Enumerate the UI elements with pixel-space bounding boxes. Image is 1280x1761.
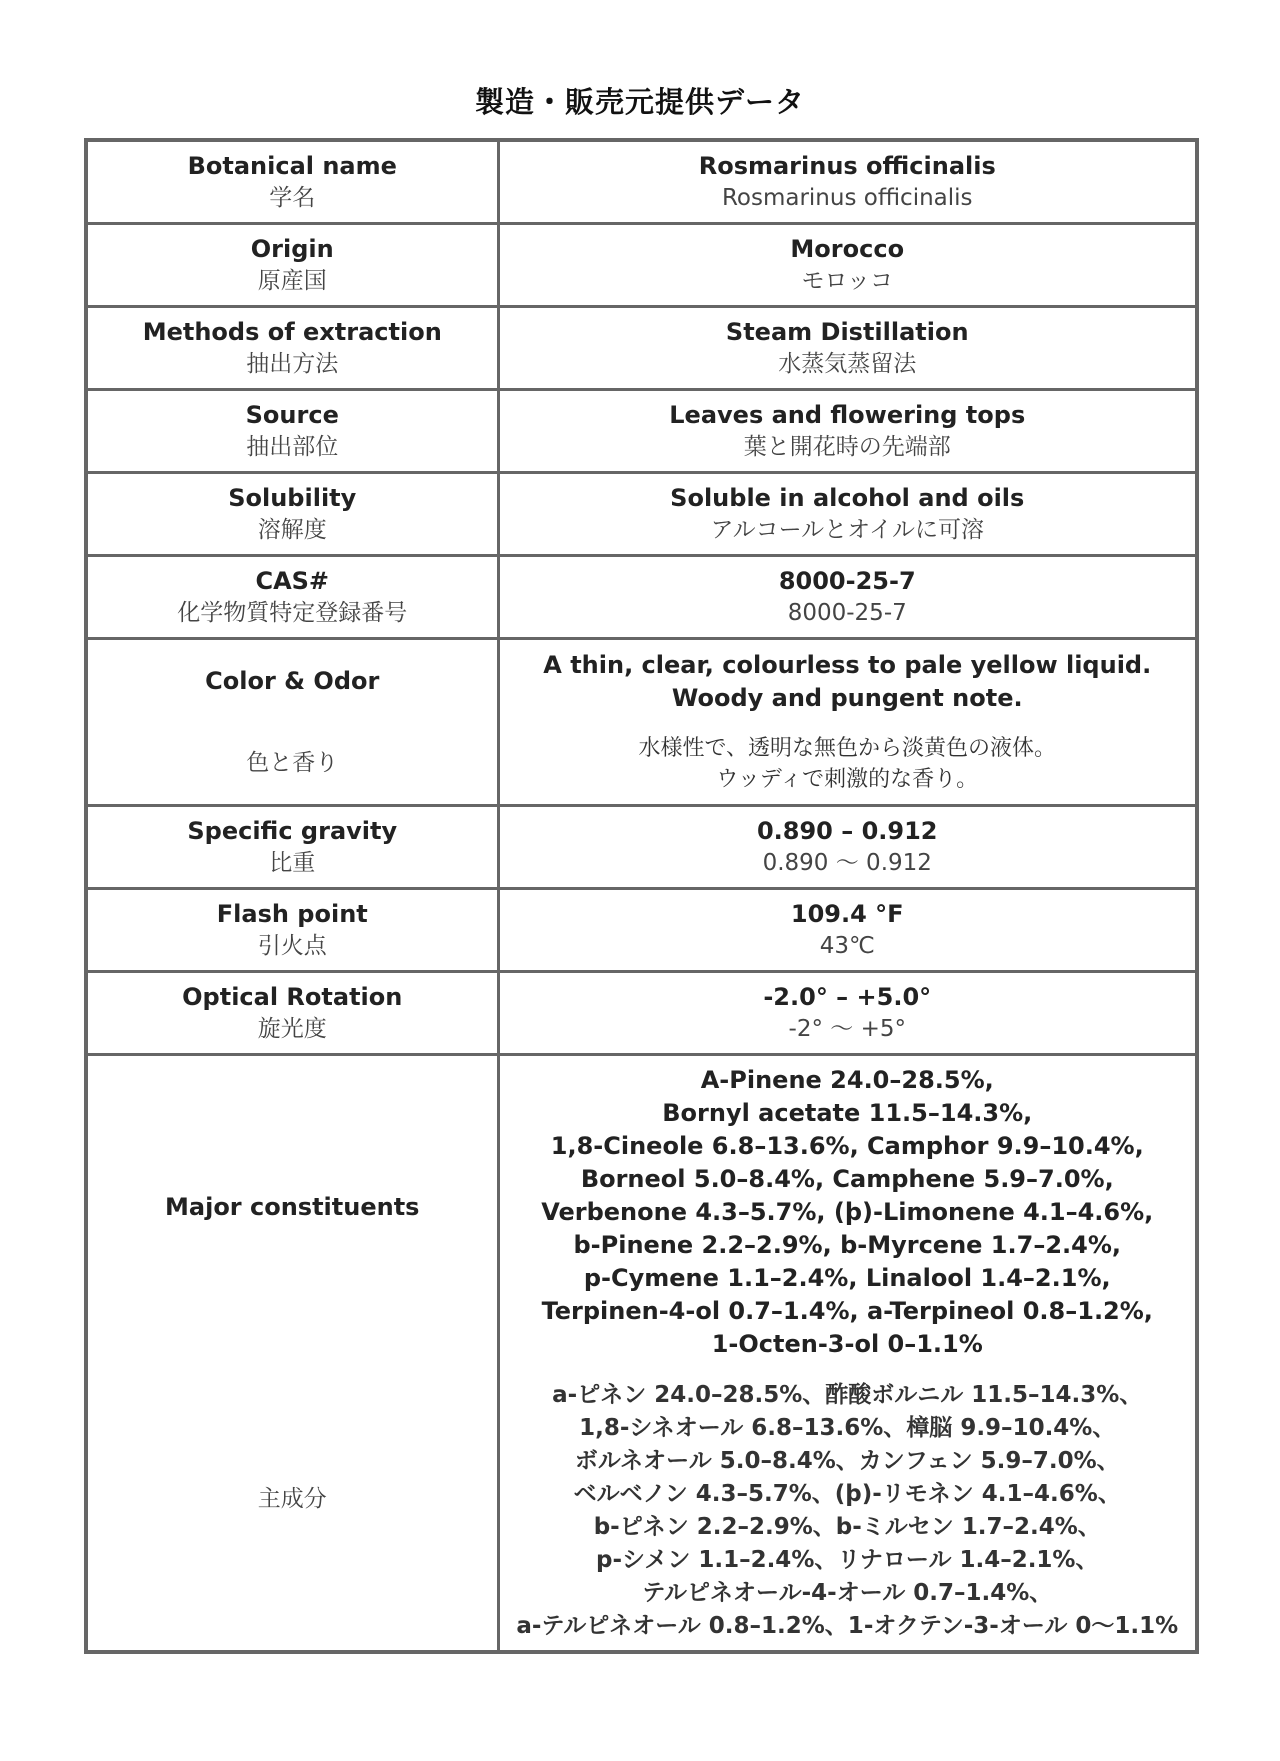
- value-en: 0.890 – 0.912: [756, 817, 938, 845]
- value-ja-line: 1,8-シネオール 6.8–13.6%、樟脳 9.9–10.4%、: [579, 1414, 1116, 1441]
- value-ja-line: b-ピネン 2.2–2.9%、b-ミルセン 1.7–2.4%、: [593, 1513, 1101, 1540]
- value-ja: [506, 733, 1190, 795]
- label-en: Origin: [250, 235, 334, 263]
- table-row-flash-point: [86, 889, 1197, 972]
- value-ja: 水蒸気蒸留法: [778, 351, 917, 377]
- value-en-line: Woody and pungent note.: [671, 684, 1023, 712]
- value-en: [506, 649, 1190, 715]
- value-cell: [498, 473, 1197, 556]
- value-ja: [506, 1379, 1190, 1643]
- table-row-source: [86, 390, 1197, 473]
- value-cell: [498, 972, 1197, 1055]
- page-title: 製造・販売元提供データ: [474, 85, 805, 119]
- label-cell: [86, 390, 498, 473]
- value-ja-line: p-シメン 1.1–2.4%、リナロール 1.4–2.1%、: [596, 1546, 1099, 1573]
- value-en: Rosmarinus officinalis: [698, 152, 996, 180]
- value-ja: 葉と開花時の先端部: [743, 434, 951, 460]
- value-en-line: 1-Octen-3-ol 0–1.1%: [711, 1329, 983, 1358]
- value-en-line: Bornyl acetate 11.5–14.3%,: [662, 1098, 1033, 1127]
- value-ja-line: a-テルピネオール 0.8–1.2%、1-オクテン-3-オール 0～1.1%: [516, 1612, 1179, 1639]
- value-en-line: p-Cymene 1.1–2.4%, Linalool 1.4–2.1%,: [583, 1263, 1111, 1292]
- value-ja: モロッコ: [801, 268, 894, 294]
- label-ja: 色と香り: [246, 750, 339, 776]
- label-ja: 溶解度: [257, 517, 327, 543]
- label-en: Source: [245, 401, 339, 429]
- label-cell: [86, 639, 498, 806]
- table-row-methods-of-extraction: [86, 307, 1197, 390]
- label-en: Botanical name: [187, 152, 397, 180]
- value-en-line: Terpinen-4-ol 0.7–1.4%, a-Terpineol 0.8–1.2%,: [541, 1296, 1153, 1325]
- value-ja-line: ベルベノン 4.3–5.7%、(þ)-リモネン 4.1–4.6%、: [573, 1480, 1121, 1507]
- value-en: Morocco: [790, 235, 905, 263]
- value-en-line: 1,8-Cineole 6.8–13.6%, Camphor 9.9–10.4%,: [550, 1131, 1144, 1160]
- label-en: Methods of extraction: [142, 318, 442, 346]
- table-row-cas: [86, 556, 1197, 639]
- label-ja: 抽出方法: [246, 351, 339, 377]
- value-cell: [498, 889, 1197, 972]
- label-ja: 比重: [269, 850, 316, 876]
- label-cell: [86, 224, 498, 307]
- label-en: Specific gravity: [187, 817, 398, 845]
- value-en-line: Borneol 5.0–8.4%, Camphene 5.9–7.0%,: [580, 1164, 1114, 1193]
- label-en: Optical Rotation: [182, 983, 403, 1011]
- value-cell: [498, 224, 1197, 307]
- label-en: CAS#: [255, 567, 330, 595]
- value-en-line: A-Pinene 24.0–28.5%,: [700, 1065, 994, 1094]
- value-ja: Rosmarinus officinalis: [721, 185, 973, 211]
- label-cell: [86, 972, 498, 1055]
- value-en: Soluble in alcohol and oils: [670, 484, 1025, 512]
- label-ja: 学名: [269, 185, 316, 211]
- value-cell: [498, 307, 1197, 390]
- label-ja: 主成分: [257, 1486, 327, 1512]
- value-en: -2.0° – +5.0°: [763, 983, 932, 1011]
- label-ja: 旋光度: [257, 1016, 327, 1042]
- value-ja-line: a-ピネン 24.0–28.5%、酢酸ボルニル 11.5–14.3%、: [552, 1381, 1143, 1408]
- value-en-line: A thin, clear, colourless to pale yellow liquid.: [543, 651, 1152, 679]
- table-row-specific-gravity: [86, 806, 1197, 889]
- value-en: 8000-25-7: [778, 567, 916, 595]
- table-row-optical-rotation: [86, 972, 1197, 1055]
- label-ja: 抽出部位: [246, 434, 339, 460]
- label-cell: [86, 556, 498, 639]
- value-ja: 8000-25-7: [787, 600, 907, 626]
- table-row-solubility: [86, 473, 1197, 556]
- value-en: 109.4 °F: [790, 900, 904, 928]
- label-en: Major constituents: [165, 1193, 420, 1221]
- value-ja-line: ウッディで刺激的な香り。: [716, 767, 979, 792]
- table-row-origin: [86, 224, 1197, 307]
- value-en-line: b-Pinene 2.2–2.9%, b-Myrcene 1.7–2.4%,: [573, 1230, 1121, 1259]
- label-ja: 化学物質特定登録番号: [177, 600, 408, 626]
- label-cell: [86, 889, 498, 972]
- value-ja: -2° ～ +5°: [788, 1016, 906, 1042]
- table-row-botanical-name: [86, 140, 1197, 224]
- label-en: Color & Odor: [205, 667, 380, 695]
- value-cell: [498, 1055, 1197, 1653]
- label-en: Flash point: [216, 900, 368, 928]
- label-cell: [86, 1055, 498, 1653]
- value-cell: [498, 140, 1197, 224]
- table-row-major-constituents: [86, 1055, 1197, 1653]
- label-ja: 原産国: [257, 268, 327, 294]
- label-ja: 引火点: [257, 933, 327, 959]
- value-en: Steam Distillation: [725, 318, 969, 346]
- value-ja-line: 水様性で、透明な無色から淡黄色の液体。: [638, 736, 1057, 761]
- label-cell: [86, 307, 498, 390]
- value-en: [506, 1064, 1190, 1361]
- product-data-table: [84, 138, 1199, 1654]
- label-en: Solubility: [228, 484, 357, 512]
- value-ja-line: ボルネオール 5.0–8.4%、カンフェン 5.9–7.0%、: [574, 1447, 1120, 1474]
- label-cell: [86, 140, 498, 224]
- table-row-color-odor: [86, 639, 1197, 806]
- value-cell: [498, 556, 1197, 639]
- value-ja-line: テルピネオール-4-オール 0.7–1.4%、: [642, 1579, 1053, 1606]
- value-ja: アルコールとオイルに可溶: [710, 517, 984, 543]
- value-en: Leaves and flowering tops: [669, 401, 1026, 429]
- value-en-line: Verbenone 4.3–5.7%, (þ)-Limonene 4.1–4.6%,: [541, 1197, 1154, 1226]
- label-cell: [86, 806, 498, 889]
- value-cell: [498, 390, 1197, 473]
- value-ja: 43℃: [819, 933, 875, 959]
- value-cell: [498, 806, 1197, 889]
- value-cell: [498, 639, 1197, 806]
- value-ja: 0.890 ～ 0.912: [762, 850, 932, 876]
- label-cell: [86, 473, 498, 556]
